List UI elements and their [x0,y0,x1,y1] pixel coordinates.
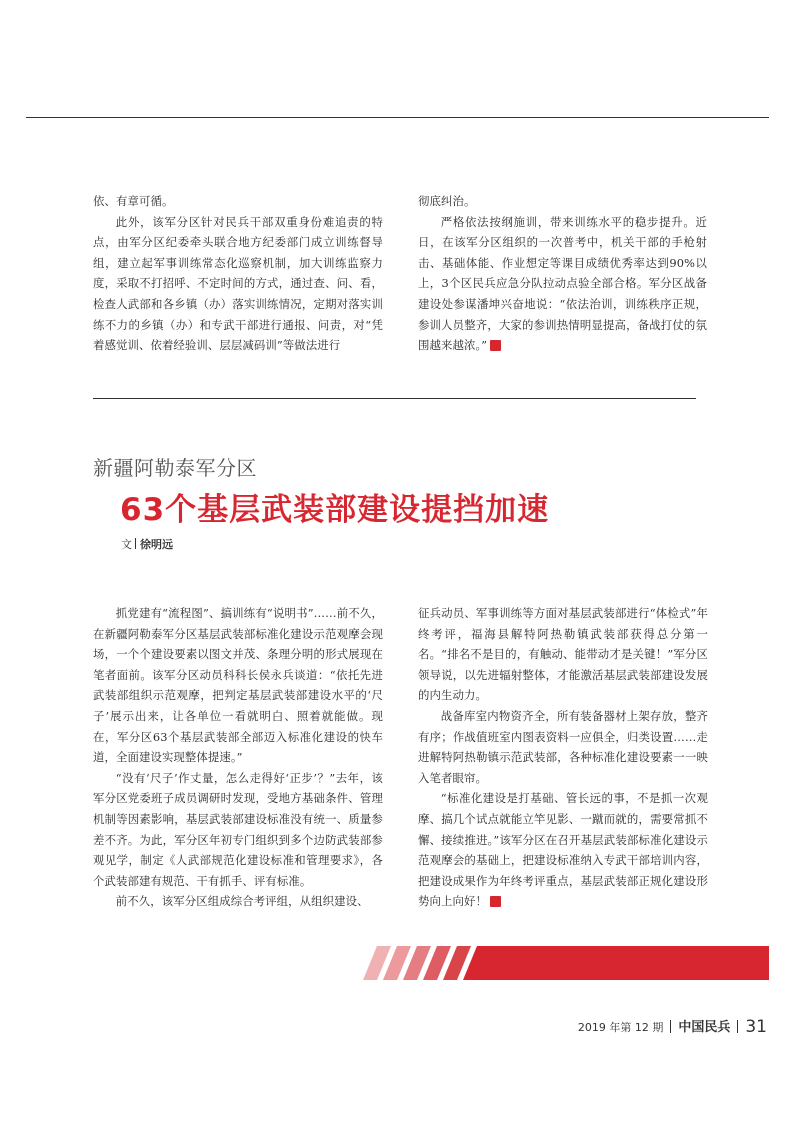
publication-name: 中国民兵 [678,1020,731,1035]
paragraph: 前不久，该军分区组成综合考评组，从组织建设、 [115,894,369,909]
top-left-column [93,191,383,356]
paragraph: 战备库室内物资齐全，所有装备器材上架存放，整齐有序；作战值班室内图表资料一应俱全，归类设置……走进解特阿热勒镇示范武装部，各种标准化建设要素一一映入笔者眼帘。 [418,708,708,785]
paragraph [418,212,707,356]
paragraph-text: “标准化建设是打基础、管长远的事，不是抓一次观摩、搞几个试点就能立竿见影、一蹴而就的，需要常抓不懈、接续推进。”该军分区在召开基层武装部标准化建设示范观摩会的基础上，把建设标准纳入专武干部培训内容，把建设成果作为年终考评重点，基层武装部正规化建设形势向上向好！ [418,791,708,909]
paragraph: 彻底纠治。 [418,194,476,208]
end-mark-icon: 军 [490,340,501,351]
decorative-stripes [363,946,769,980]
page-number: 31 [745,1017,767,1037]
top-rule [26,117,769,118]
article-right-column [418,603,708,912]
article-headline: 63个基层武装部建设提挡加速 [120,492,550,528]
byline-label: 文 [121,538,132,551]
paragraph: 征兵动员、军事训练等方面对基层武装部进行“体检式”年终考评，福海县解特阿热勒镇武装部获得总分第一名。“排名不是目的，有触动、能带动才是关键！”军分区领导说，以先进辐射整体，才能激活基层武装部建设发展的内生动力。 [418,606,708,703]
paragraph [418,788,708,912]
footer-separator [737,1020,738,1033]
paragraph: 依、有章可循。 [93,194,174,208]
author-name: 徐明远 [140,538,173,551]
byline [121,536,173,552]
end-mark-icon: 军 [490,896,501,907]
article-kicker: 新疆阿勒泰军分区 [93,456,257,480]
paragraph: 抓党建有“流程图”、搞训练有“说明书”……前不久，在新疆阿勒泰军分区基层武装部标准化建设示范观摩会现场，一个个建设要素以图文并茂、条理分明的形式展现在笔者面前。该军分区动员科科长侯永兵谈道：“依托先进武装部组织示范观摩，把判定基层武装部建设水平的‘尺子’展示出来，让各单位一看就明白、照着就能做。现在，军分区63个基层武装部全部迈入标准化建设的快车道，全面建设实现整体提速。” [93,606,383,765]
byline-separator [135,538,136,549]
page-footer [578,1016,767,1037]
issue-label: 2019 年第 12 期 [577,1021,664,1034]
footer-separator [670,1020,671,1033]
section-divider [93,398,696,399]
paragraph: 此外，该军分区针对民兵干部双重身份难追责的特点，由军分区纪委牵头联合地方纪委部门成立训练督导组，建立起军事训练常态化巡察机制，加大训练监察力度，采取不打招呼、不定时间的方式，通过查、问、看，检查人武部和各乡镇（办）落实训练情况，定期对落实训练不力的乡镇（办）和专武干部进行通报、问责，对“凭着感觉训、依着经验训、层层减码训”等做法进行 [93,214,383,353]
red-band [463,946,769,980]
article-left-column [93,603,383,912]
paragraph: “没有‘尺子’作丈量，怎么走得好‘正步’？”去年，该军分区党委班子成员调研时发现，受地方基础条件、管理机制等因素影响，基层武装部建设标准没有统一、质量参差不齐。为此，军分区年初专门组织到多个边防武装部参观见学，制定《人武部规范化建设标准和管理要求》，各个武装部建有规范、干有抓手、评有标准。 [93,770,383,888]
top-right-column [418,191,707,356]
paragraph-text: 严格依法按纲施训，带来训练水平的稳步提升。近日，在该军分区组织的一次普考中，机关干部的手枪射击、基础体能、作业想定等课目成绩优秀率达到90%以上，3个区民兵应急分队拉动点验全部合格。军分区战备建设处参谋潘坤兴奋地说：“依法治训，训练秩序正规，参训人员整齐，大家的参训热情明显提高，备战打仗的氛围越来越浓。” [418,214,707,353]
